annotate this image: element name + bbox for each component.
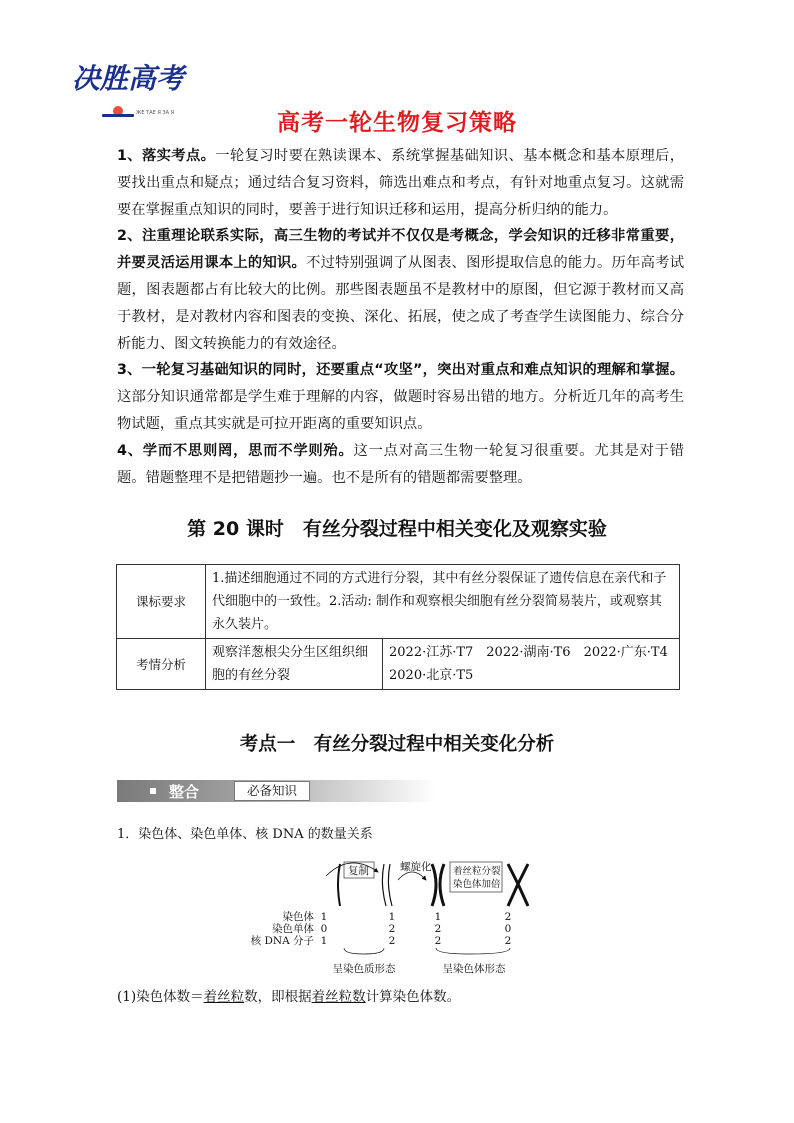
count-value: 2 <box>504 935 512 947</box>
table-label: 课标要求 <box>117 565 206 639</box>
value-columns <box>321 911 512 947</box>
group-label: 呈染色体形态 <box>442 963 506 975</box>
row-label: 核 DNA 分子 <box>250 935 314 947</box>
chromosome-split-icon <box>508 864 528 906</box>
chromosome-icon <box>382 864 386 906</box>
square-bullet-icon <box>150 788 156 794</box>
section-heading: 1．染色体、染色单体、核 DNA 的数量关系 <box>117 827 373 842</box>
intro-section <box>117 143 684 491</box>
logo-subtitle: ЖЕ ТАЕ Я ЗА Я <box>136 110 175 116</box>
chromosome-diagram <box>250 850 540 978</box>
count-value: 1 <box>320 911 328 923</box>
lesson-title: 第 20 课时 有丝分裂过程中相关变化及观察实验 <box>187 518 607 540</box>
table-cell: 观察洋葱根尖分生区组织细胞的有丝分裂 <box>206 639 383 690</box>
count-value: 2 <box>504 911 512 923</box>
table-cell: 1.描述细胞通过不同的方式进行分裂，其中有丝分裂保证了遗传信息在亲代和子代细胞中的一致性。2.活动: 制作和观察根尖细胞有丝分裂简易装片，或观察其永久装片。 <box>206 565 680 639</box>
chromosome-x-icon <box>432 864 444 906</box>
section-bar-title: 整合 <box>169 783 200 801</box>
step-label-double: 染色体加倍 <box>453 879 501 890</box>
intro-paragraph-3: 3、一轮复习基础知识的同时，还要重点“攻坚”，突出对重点和难点知识的理解和掌握。这部分知识通常都是学生难于理解的内容，做题时容易出错的地方。分析近几年的高考生物试题，重点其实就是可拉开距离的重要知识点。 <box>117 362 684 432</box>
section-bar <box>117 780 435 802</box>
kaodian-title: 考点一 有丝分裂过程中相关变化分析 <box>239 734 555 755</box>
count-value: 0 <box>320 923 328 935</box>
count-value: 2 <box>388 923 396 935</box>
step-label-coil: 螺旋化 <box>400 861 432 873</box>
group-label: 呈染色质形态 <box>332 963 396 975</box>
table-cell: 2022·江苏·T7 2022·湖南·T6 2022·广东·T4 2020·北京·T5 <box>383 639 680 690</box>
count-value: 0 <box>504 923 512 935</box>
table-row <box>117 639 680 690</box>
count-value: 1 <box>434 911 442 923</box>
logo-text: 决胜高考 <box>72 62 185 95</box>
note-line: (1)染色体数＝着丝粒数，即根据着丝粒数计算染色体数。 <box>117 989 461 1005</box>
row-label: 染色单体 <box>272 923 314 935</box>
intro-paragraph-1: 1、落实考点。一轮复习时要在熟读课本、系统掌握基础知识、基本概念和基本原理后，要找出重点和疑点；通过结合复习资料，筛选出难点和考点，有针对地重点复习。这就需要在掌握重点知识的同时，要善于进行知识迁移和运用，提高分析归纳的能力。 <box>117 148 684 218</box>
intro-paragraph-2: 2、注重理论联系实际，高三生物的考试并不仅仅是考概念，学会知识的迁移非常重要，并要灵活运用课本上的知识。不过特别强调了从图表、图形提取信息的能力。历年高考试题，图表题都占有比较大的比例。那些图表题虽不是教材中的原图，但它源于教材而又高于教材，是对教材内容和图表的变换、深化、拓展，使之成了考查学生读图能力、综合分析能力、图文转换能力的有效途径。 <box>117 228 685 352</box>
intro-paragraph-4: 4、学而不思则罔，思而不学则殆。这一点对高三生物一轮复习很重要。尤其是对于错题。错题整理不是把错题抄一遍。也不是所有的错题都需要整理。 <box>117 442 685 486</box>
table-label: 考情分析 <box>117 639 206 690</box>
count-value: 2 <box>434 935 442 947</box>
main-title: 高考一轮生物复习策略 <box>277 110 517 136</box>
count-value: 1 <box>320 935 328 947</box>
step-label-centromere: 着丝粒分裂 <box>453 866 501 877</box>
count-value: 1 <box>388 911 396 923</box>
table-row <box>117 565 680 639</box>
step-label-replicate: 复制 <box>348 865 369 877</box>
count-value: 2 <box>388 935 396 947</box>
section-bar-tag: 必备知识 <box>234 781 310 801</box>
curriculum-table <box>116 564 680 690</box>
count-value: 2 <box>434 923 442 935</box>
chromosome-icon <box>338 864 340 906</box>
row-label: 染色体 <box>282 911 314 923</box>
